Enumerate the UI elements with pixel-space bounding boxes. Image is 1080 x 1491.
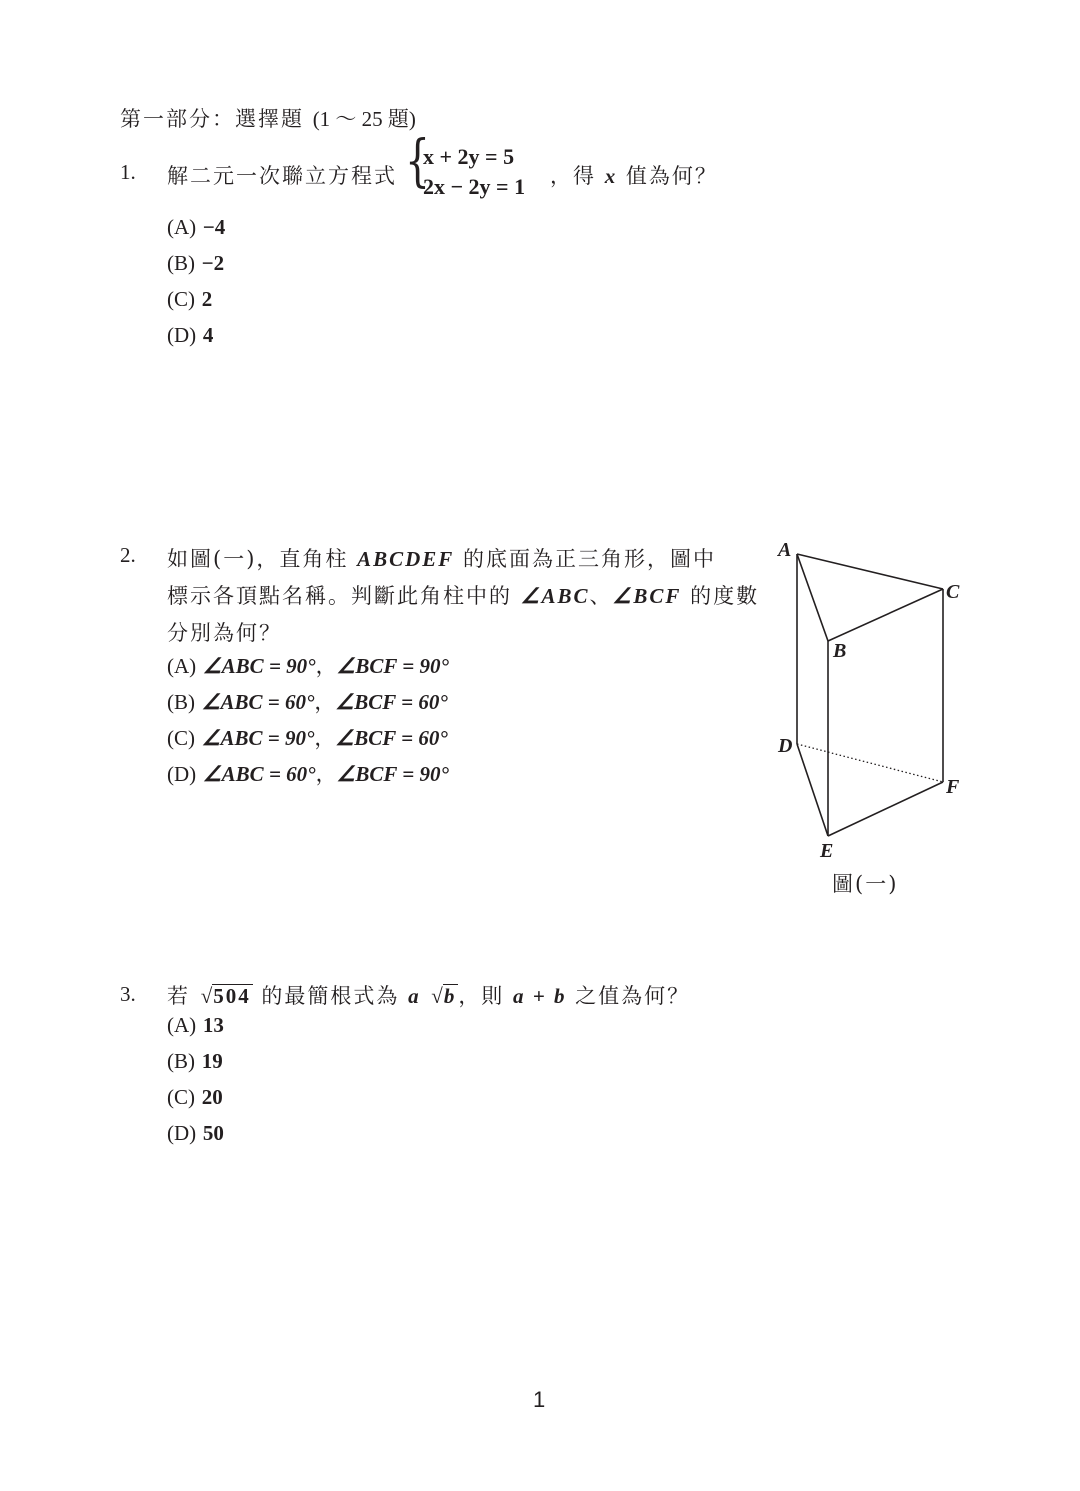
- q2-option-a: [167, 650, 449, 680]
- option-value: 13: [202, 1013, 224, 1037]
- option-sep: ，: [314, 726, 336, 750]
- q2-line1-b: 的底面為正三角形，圖中: [462, 547, 716, 571]
- system-brace: {: [405, 129, 430, 194]
- option-key: (D): [167, 1121, 197, 1145]
- vertex-label-f: F: [946, 776, 960, 798]
- q1-equation-2: 2x − 2y = 1: [423, 174, 526, 199]
- q2-line-1: [167, 543, 716, 573]
- option-sep: ，: [314, 690, 336, 714]
- option-sep: ，: [315, 654, 337, 678]
- q3-option-a: [167, 1013, 224, 1038]
- edge-ef: [828, 782, 943, 836]
- q1-stem-before: 解二元一次聯立方程式: [167, 164, 397, 188]
- q3-radicand: 504: [213, 984, 251, 1008]
- option-key: (A): [167, 654, 197, 678]
- figure-caption: 圖(一): [832, 872, 899, 896]
- option-bcf: ∠BCF = 60°: [335, 726, 448, 750]
- q1-option-b: [167, 251, 224, 276]
- q1-stem-variable: x: [604, 164, 618, 188]
- option-key: (B): [167, 690, 195, 714]
- section-title: 第一部分：選擇題: [120, 107, 304, 131]
- edge-de: [797, 744, 828, 836]
- vertex-label-d: D: [778, 735, 793, 757]
- q3-var-b: b: [443, 984, 457, 1008]
- option-value: 4: [202, 323, 214, 347]
- q2-angle-bcf: ∠BCF: [612, 584, 682, 608]
- q1-option-d: [167, 323, 213, 348]
- option-value: −4: [202, 215, 226, 239]
- q3-post2: 之值為何？: [575, 984, 691, 1008]
- option-key: (C): [167, 726, 195, 750]
- sqrt-b: [429, 984, 458, 1009]
- q1-stem-after-pre: ，得: [550, 164, 596, 188]
- q3-option-c: [167, 1085, 223, 1110]
- option-value: −2: [201, 251, 225, 275]
- q1-option-c: [167, 287, 212, 312]
- q3-number: 3.: [120, 982, 136, 1006]
- q3-pre: 若: [167, 984, 190, 1008]
- option-key: (C): [167, 1085, 195, 1109]
- q1-number: 1.: [120, 160, 136, 184]
- option-abc: ∠ABC = 90°: [201, 726, 315, 750]
- q2-line1-a: 如圖(一)，直角柱: [167, 547, 349, 571]
- q2-line2-sep: 、: [589, 584, 613, 608]
- edge-df-hidden: [797, 744, 943, 782]
- edge-ac: [797, 554, 943, 589]
- q3-stem: [167, 980, 690, 1010]
- option-value: 50: [202, 1121, 224, 1145]
- edge-ab: [797, 554, 828, 641]
- vertex-label-e: E: [820, 840, 834, 862]
- option-key: (B): [167, 1049, 195, 1073]
- radical-sign-icon: √: [200, 984, 213, 1008]
- q1-stem-after-post: 值為何？: [625, 164, 718, 188]
- q2-option-c: [167, 722, 448, 752]
- q3-option-b: [167, 1049, 223, 1074]
- option-key: (B): [167, 251, 195, 275]
- option-sep: ，: [315, 762, 337, 786]
- section-header: [120, 103, 416, 133]
- option-key: (D): [167, 323, 197, 347]
- option-value: 20: [201, 1085, 223, 1109]
- q2-angle-abc: ∠ABC: [520, 584, 590, 608]
- section-range: (1 ～ 25 題): [312, 107, 416, 131]
- option-abc: ∠ABC = 60°: [202, 762, 316, 786]
- option-key: (D): [167, 762, 197, 786]
- option-abc: ∠ABC = 60°: [201, 690, 315, 714]
- option-key: (A): [167, 1013, 197, 1037]
- q2-line2-b: 的度數: [690, 584, 760, 608]
- q1-stem-after: [550, 160, 718, 190]
- q3-mid: 的最簡根式為: [261, 984, 400, 1008]
- q3-option-d: [167, 1121, 224, 1146]
- edge-bc: [828, 589, 943, 641]
- vertex-label-a: A: [778, 539, 792, 561]
- q1-equation-1: x + 2y = 5: [423, 144, 515, 169]
- sqrt-504: [199, 984, 253, 1009]
- q3-post1: ，則: [458, 984, 505, 1008]
- q2-line-3: 分別為何？: [167, 621, 282, 645]
- q1-option-a: [167, 215, 225, 240]
- q2-line2-a: 標示各頂點名稱。判斷此角柱中的: [167, 584, 512, 608]
- vertex-label-c: C: [946, 581, 960, 603]
- q2-option-d: [167, 758, 449, 788]
- page-number: 1: [533, 1387, 546, 1412]
- option-value: 19: [201, 1049, 223, 1073]
- vertex-label-b: B: [833, 640, 847, 662]
- q2-number: 2.: [120, 543, 136, 567]
- q2-prism-name: ABCDEF: [357, 547, 455, 571]
- radical-sign-icon: √: [431, 984, 443, 1008]
- option-key: (A): [167, 215, 197, 239]
- option-bcf: ∠BCF = 90°: [336, 762, 449, 786]
- q3-expression: a + b: [513, 984, 567, 1008]
- option-bcf: ∠BCF = 60°: [335, 690, 448, 714]
- option-value: 2: [201, 287, 213, 311]
- option-key: (C): [167, 287, 195, 311]
- q2-line-2: [167, 580, 759, 610]
- q3-var-a: a: [408, 984, 421, 1008]
- option-abc: ∠ABC = 90°: [202, 654, 316, 678]
- option-bcf: ∠BCF = 90°: [336, 654, 449, 678]
- q2-option-b: [167, 686, 448, 716]
- q1-equation-system: [405, 129, 545, 202]
